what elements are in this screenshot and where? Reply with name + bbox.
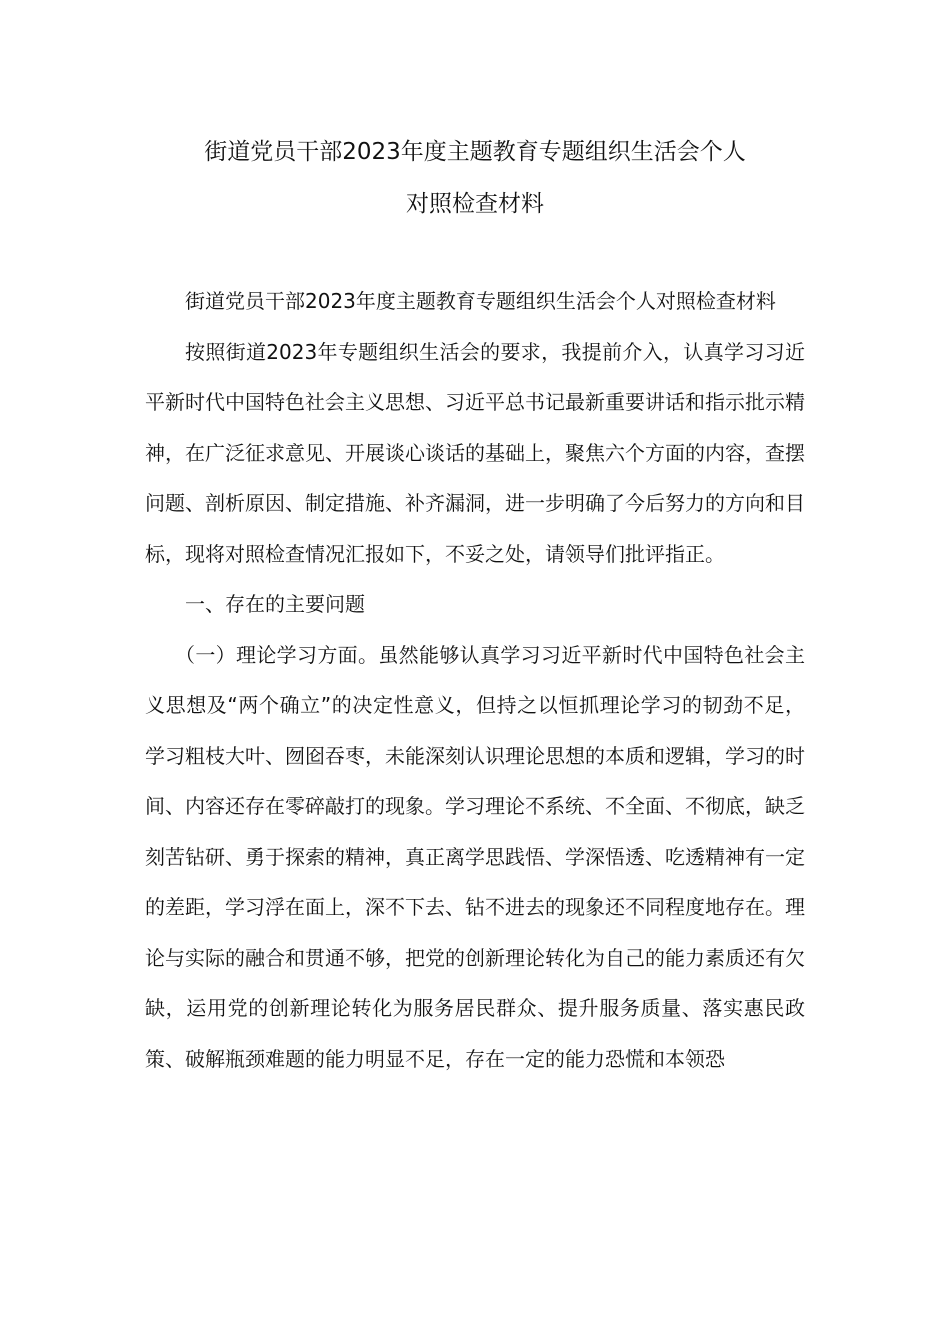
paragraph-intro: 按照街道2023年专题组织生活会的要求，我提前介入，认真学习习近平新时代中国特色社会主义思想、习近平总书记最新重要讲话和指示批示精神，在广泛征求意见、开展谈心谈话的基础上，聚焦六个方面的内容，查摆问题、剖析原因、制定措施、补齐漏洞，进一步明确了今后努力的方向和目标，现将对照检查情况汇报如下，不妥之处，请领导们批评指正。 [145, 339, 805, 566]
document-body [145, 276, 805, 1084]
title-line-1: 街道党员干部2023年度主题教育专题组织生活会个人 [204, 139, 746, 165]
section-heading: 一、存在的主要问题 [185, 592, 365, 616]
paragraph-subtitle: 街道党员干部2023年度主题教育专题组织生活会个人对照检查材料 [185, 289, 776, 313]
title-line-2: 对照检查材料 [406, 191, 544, 217]
paragraph-theory-study: （一）理论学习方面。虽然能够认真学习习近平新时代中国特色社会主义思想及“两个确立”的决定性意义，但持之以恒抓理论学习的韧劲不足，学习粗枝大叶、囫囵吞枣，未能深刻认识理论思想的本质和逻辑，学习的时间、内容还存在零碎敲打的现象。学习理论不系统、不全面、不彻底，缺乏刻苦钻研、勇于探索的精神，真正离学思践悟、学深悟透、吃透精神有一定的差距，学习浮在面上，深不下去、钻不进去的现象还不同程度地存在。理论与实际的融合和贯通不够，把党的创新理论转化为自己的能力素质还有欠缺，运用党的创新理论转化为服务居民群众、提升服务质量、落实惠民政策、破解瓶颈难题的能力明显不足，存在一定的能力恐慌和本领恐 [145, 642, 805, 1071]
document-title [145, 126, 805, 230]
